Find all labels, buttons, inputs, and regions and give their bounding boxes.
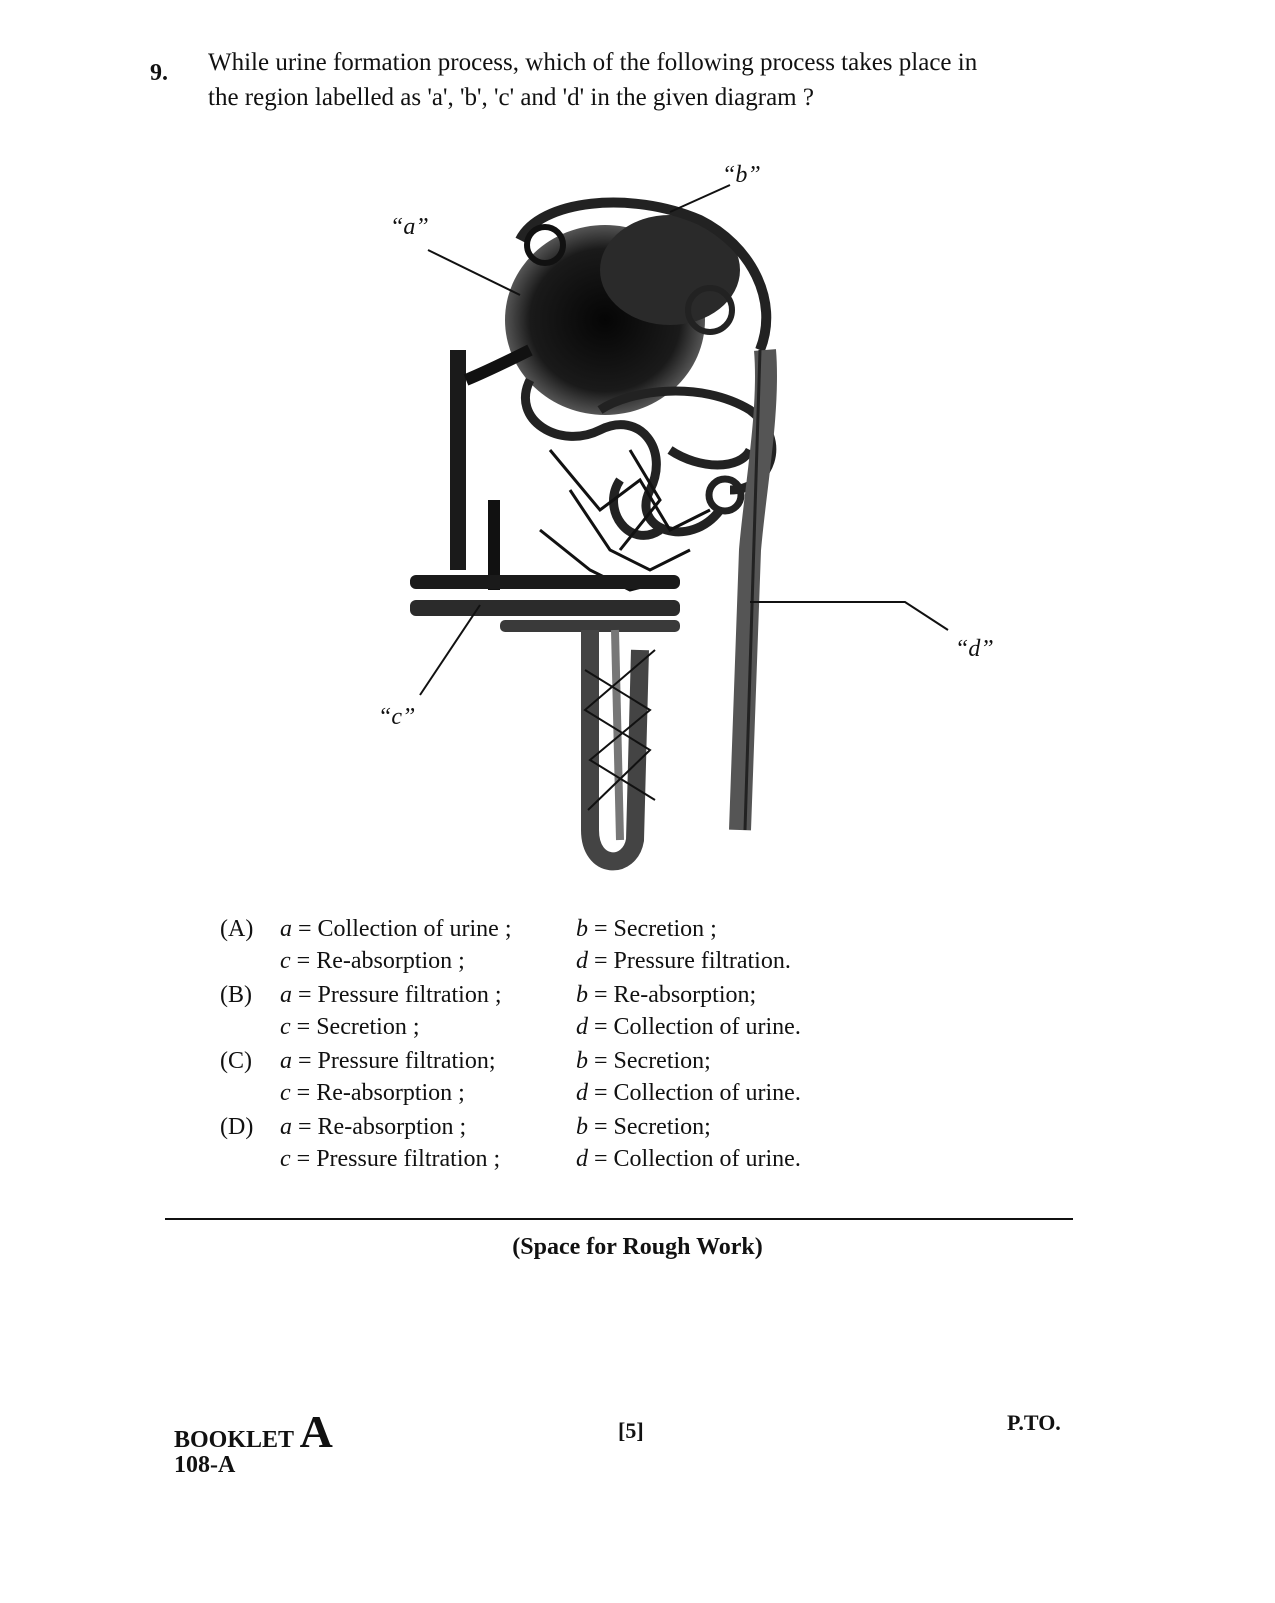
option-c-d: = Collection of urine. <box>588 1080 801 1106</box>
option-d-c: = Pressure filtration ; <box>290 1146 501 1172</box>
option-b[interactable]: (B) a = Pressure filtration ; b = Re-absorption; c = Secretion ; d = Collection of urine. <box>220 982 801 1040</box>
option-d[interactable]: (D) a = Re-absorption ; b = Secretion; c = Pressure filtration ; d = Collection of urine. <box>220 1114 801 1172</box>
booklet-label: BOOKLET A <box>174 1406 333 1457</box>
option-a[interactable]: (A) a = Collection of urine ; b = Secretion ; c = Re-absorption ; d = Pressure filtration. <box>220 916 791 974</box>
label-b: “b” <box>722 162 761 188</box>
rough-work-label: (Space for Rough Work) <box>512 1234 763 1260</box>
option-c[interactable]: (C) a = Pressure filtration; b = Secretion; c = Re-absorption ; d = Collection of urine. <box>220 1048 801 1106</box>
option-b-a: = Pressure filtration ; <box>292 982 502 1008</box>
option-letter: (D) <box>220 1114 254 1140</box>
option-c-a: = Pressure filtration; <box>292 1048 496 1074</box>
arteriole-shape <box>450 350 530 590</box>
label-a: “a” <box>390 214 429 240</box>
collecting-duct <box>740 350 766 830</box>
answer-options <box>220 912 940 1176</box>
question-line-1: While urine formation process, which of the following process takes place in <box>208 49 978 76</box>
option-letter: (B) <box>220 982 252 1008</box>
section-divider <box>165 1218 1073 1220</box>
label-c: “c” <box>378 704 416 730</box>
option-a-d: = Pressure filtration. <box>588 948 791 974</box>
booklet-code: 108-A <box>174 1452 236 1478</box>
nephron-diagram <box>370 150 1010 880</box>
question-text <box>208 45 1088 115</box>
question-line-2: the region labelled as 'a', 'b', 'c' and 'd' in the given diagram ? <box>208 84 814 111</box>
option-c-c: = Re-absorption ; <box>290 1080 465 1106</box>
loop-of-henle <box>585 630 655 861</box>
pto-label: P.TO. <box>1007 1410 1061 1435</box>
option-c-b: = Secretion; <box>588 1048 711 1074</box>
booklet-letter: A <box>299 1406 333 1457</box>
option-d-a: = Re-absorption ; <box>292 1114 467 1140</box>
label-d: “d” <box>955 636 994 662</box>
capillary-network <box>540 450 710 590</box>
pointer-a <box>428 250 520 295</box>
option-a-c: = Re-absorption ; <box>290 948 465 974</box>
pointer-c <box>420 605 480 695</box>
option-b-d: = Collection of urine. <box>588 1014 801 1040</box>
glomerulus-shape <box>505 203 766 415</box>
page-number: [5] <box>618 1418 644 1443</box>
option-a-a: = Collection of urine ; <box>292 916 512 942</box>
option-d-d: = Collection of urine. <box>588 1146 801 1172</box>
pointer-b <box>670 185 730 212</box>
question-number: 9. <box>150 60 168 86</box>
horizontal-vessels <box>410 575 680 632</box>
option-b-b: = Re-absorption; <box>588 982 757 1008</box>
option-letter: (A) <box>220 916 254 942</box>
option-b-c: = Secretion ; <box>290 1014 420 1040</box>
option-letter: (C) <box>220 1048 252 1074</box>
option-a-b: = Secretion ; <box>588 916 717 942</box>
pointer-d <box>750 602 948 630</box>
option-d-b: = Secretion; <box>588 1114 711 1140</box>
